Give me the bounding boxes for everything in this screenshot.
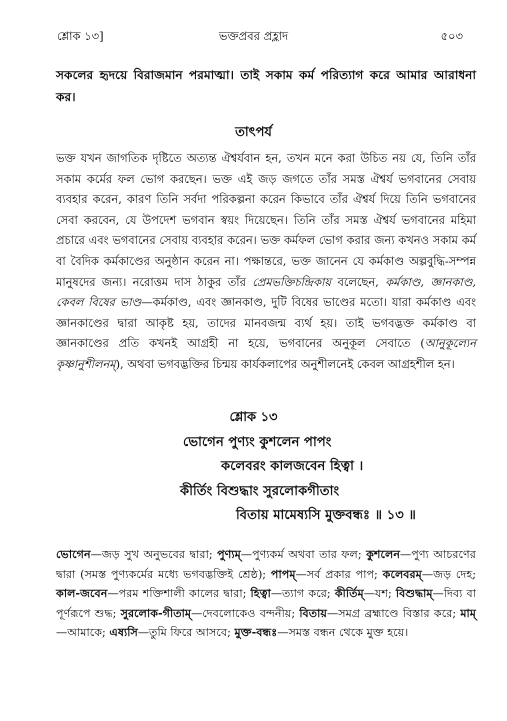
purport-segment: ভক্ত যখন জাগতিক দৃষ্টিতে অত্যন্ত ঐশ্বর্যবান হন, তখন মনে করা উচিত নয় যে, তিনি তাঁর সকাম কর্মের ফল ভোগ করছেন। ভক্ত এই জড় জগতে তাঁর সমস্ত ঐশ্বর্য ভগবানের সেবায় ব্যবহার করেন, কারণ তিনি সর্বদা পরিকল্পনা করেন কিভাবে তাঁর ঐশ্বর্য দিয়ে তিনি ভগবানের সেবা করবেন, যে উপদেশ ভগবান স্বয়ং দিয়েছেন। তিনি তাঁর সমস্ত ঐশ্বর্য ভগবানের মহিমা প্রচারে এবং ভগবানের সেবায় ব্যবহার করেন। ভক্ত কর্মফল ভোগ করার জন্য কখনও সকাম কর্ম বা বৈদিক কর্মকাণ্ডের অনুষ্ঠান করেন না। পক্ষান্তরে, ভক্ত জানেন যে কর্মকাণ্ড অল্পবুদ্ধি-সম্পন্ন মানুষদের জন্য। নরোত্তম দাস ঠাকুর তাঁর (56, 151, 476, 289)
verse-line: ভোগেন পুণ্যং কুশলেন পাপং (183, 435, 332, 450)
verse-reference: শ্লোক ১৩] (57, 29, 104, 43)
purport-segment: ), অথবা ভগবদ্ভক্তির চিন্ময় কার্যকলাপের অনুশীলনেই কেবল আগ্রহশীল হন। (115, 356, 455, 371)
quoted-verse: কর্মকাণ্ড, জ্ঞানকাণ্ড, কেবল বিষের ভাণ্ড (56, 274, 476, 310)
glossary-meaning: —সমস্ত বন্ধন থেকে মুক্ত হয়ে। (277, 626, 409, 640)
glossary-term: পাপম্ (270, 566, 296, 581)
glossary-term: কুশলেন (366, 547, 401, 561)
glossary-meaning: —ত্যাগ করে; (270, 587, 335, 601)
glossary-meaning: —দিব্য বা পূর্ণরূপে শুদ্ধ; (56, 587, 477, 620)
glossary-meaning: —জড় দেহ; (421, 567, 476, 581)
glossary-meaning: —আমাকে; (56, 626, 110, 640)
verse-line: কীর্তিং বিশুদ্ধাং সুরলোকগীতাং (180, 484, 340, 499)
glossary-term: পুণ্যম্ (217, 547, 241, 561)
running-title: ভক্তপ্রবর প্রহ্লাদ (218, 29, 289, 43)
verse-line: বিতায় মামেষ্যসি মুক্তবন্ধঃ ॥ ১৩ ॥ (236, 508, 416, 523)
glossary-meaning: —পুণ্য আচরণের দ্বারা (সমস্ত পুণ্যকর্মের মধ্যে ভগবদ্ভক্তিই শ্রেষ্ঠ); (56, 548, 476, 581)
verse-line: কলেবরং কালজবেন হিত্বা । (221, 459, 364, 474)
glossary-term: সুরলোক-গীতাম্ (120, 605, 192, 620)
quoted-phrase: আনুকূল্যেন কৃষ্ণানুশীলনম্ (56, 336, 476, 371)
translation-text: সকলের হৃদয়ে বিরাজমান পরমাত্মা। তাই সকাম কর্ম পরিত্যাগ করে আমার আরাধনা কর। (56, 68, 476, 104)
page-number: ৫০৩ (440, 29, 463, 43)
purport-text (56, 148, 476, 375)
glossary-meaning: —সমগ্র ব্রহ্মাণ্ডে বিস্তার করে; (327, 606, 461, 620)
glossary-term: কীর্তিম্ (334, 586, 364, 601)
glossary-term: ভোগেন (56, 547, 91, 561)
verse-title: শ্লোক ১৩ (229, 410, 278, 425)
glossary-term: বিতায় (299, 605, 327, 620)
glossary-term: মুক্ত-বন্ধঃ (234, 625, 278, 640)
book-title: প্রেমভক্তিচন্দ্রিকায় (252, 274, 332, 289)
glossary-meaning: —পরম শক্তিশালী কালের দ্বারা; (107, 587, 251, 601)
glossary-term: মাম্ (460, 605, 476, 620)
glossary-meaning: —দেবলোকেও বন্দনীয়; (191, 606, 300, 620)
glossary-term: এষ্যসি (109, 625, 138, 640)
glossary-meaning: —জড় সুখ অনুভবের দ্বারা; (90, 548, 218, 561)
glossary-meaning: —যশ; (363, 587, 396, 601)
glossary-term: বিশুদ্ধাম্ (395, 586, 433, 601)
glossary-term: কাল-জবেন (56, 586, 108, 601)
purport-heading: তাৎপর্য (235, 125, 272, 140)
glossary-meaning: —পুণ্যকর্ম অথবা তার ফল; (240, 548, 367, 561)
purport-segment: বলেছেন, (331, 274, 386, 289)
word-meanings (56, 545, 476, 643)
glossary-meaning: —সর্ব প্রকার পাপ; (295, 567, 383, 581)
glossary-meaning: —তুমি ফিরে আসবে; (137, 626, 235, 640)
glossary-term: হিত্বা (250, 586, 271, 601)
purport-segment: —কর্মকাণ্ড, এবং জ্ঞানকাণ্ড, দুটি বিষের ভাণ্ডের মতো। যারা কর্মকাণ্ড এবং জ্ঞানকাণ্ডের দ্বারা আকৃষ্ট হয়, তাদের মানবজন্ম ব্যর্থ হয়। তাই ভগবদ্ভক্ত কর্মকাণ্ড বা জ্ঞানকাণ্ডের প্রতি কখনই আগ্রহী না হয়ে, ভগবানের অনুকূল সেবাতে ( (56, 295, 476, 351)
glossary-term: কলেবরম্ (382, 566, 422, 581)
